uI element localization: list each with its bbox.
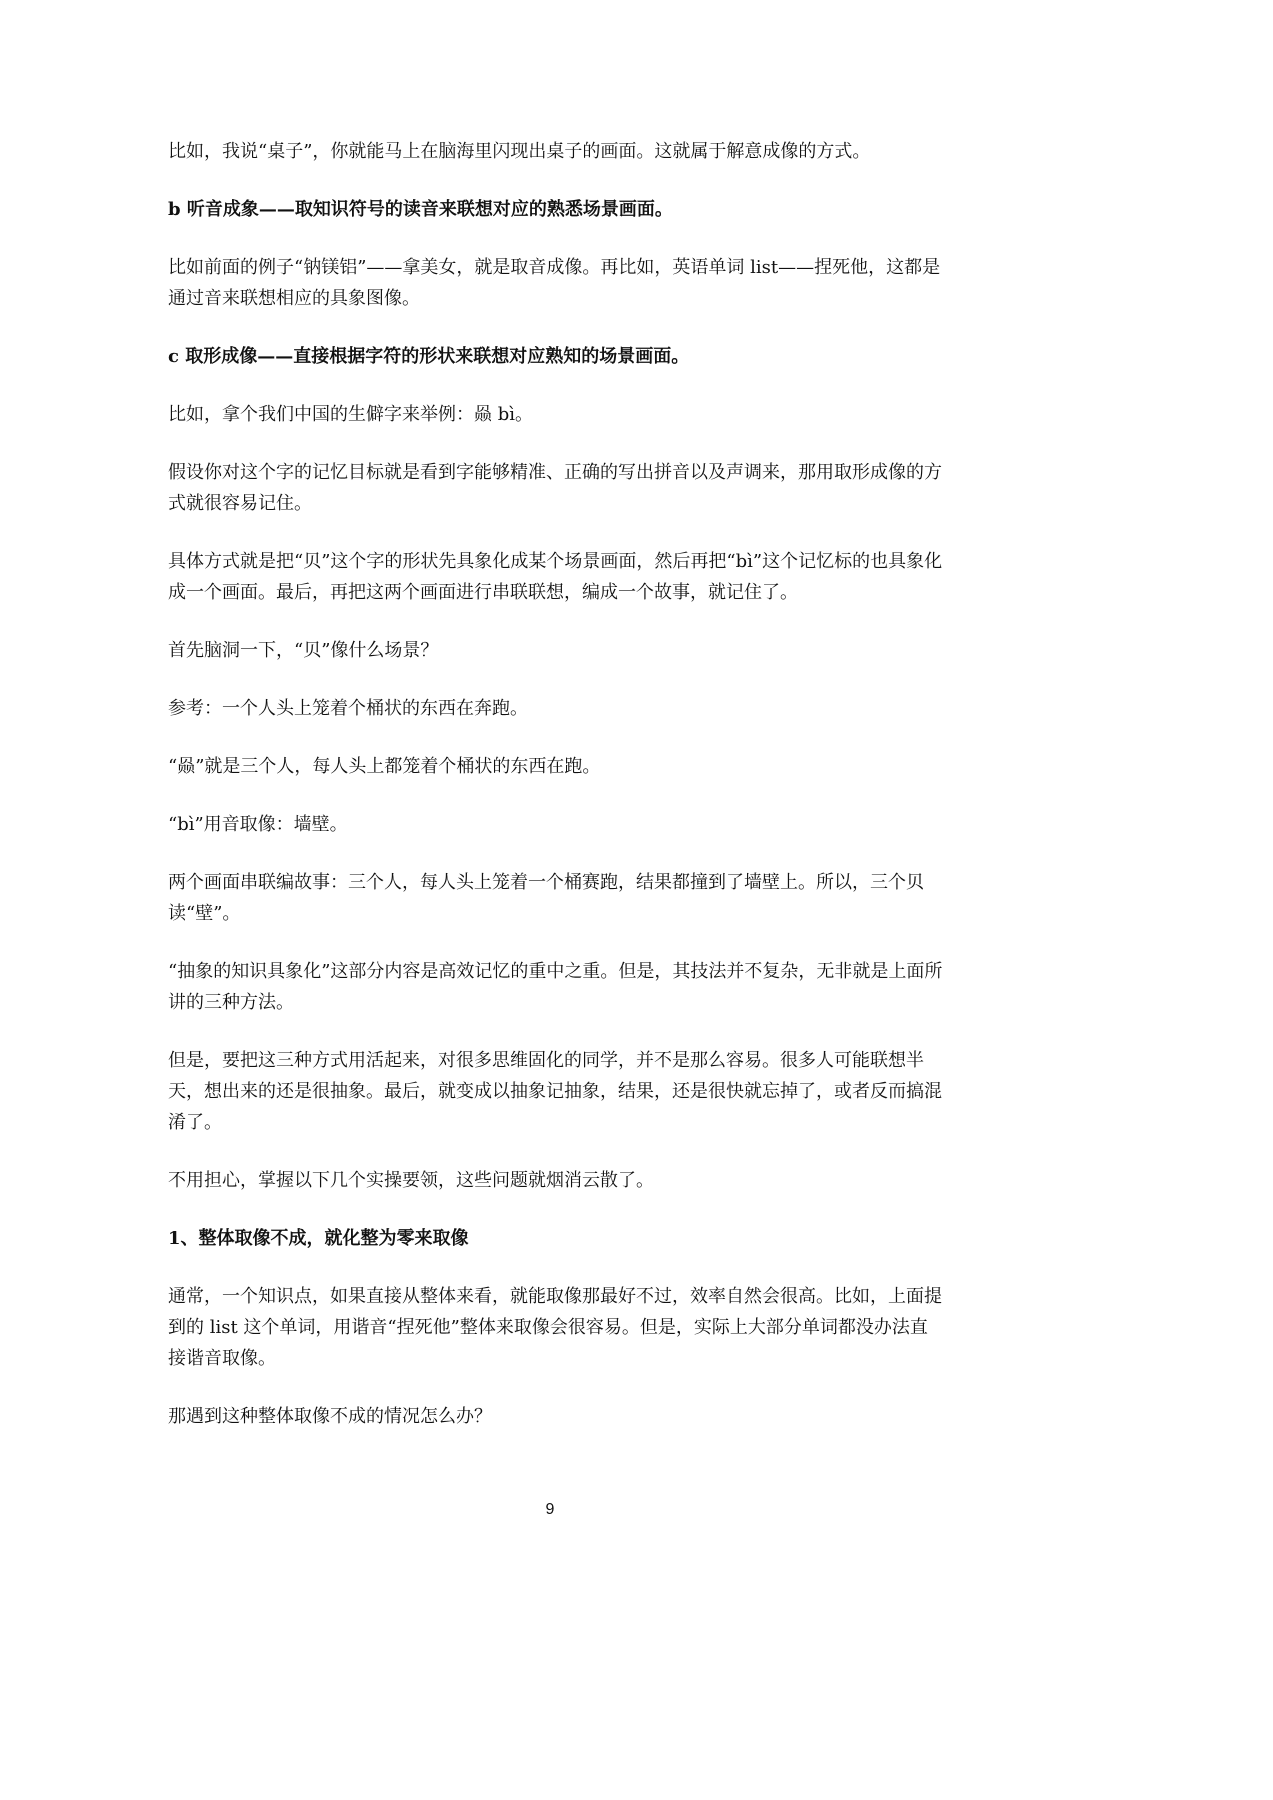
paragraph: 具体方式就是把“贝”这个字的形状先具象化成某个场景画面，然后再把“bì”这个记忆标的也具象化成一个画面。最后，再把这两个画面进行串联联想，编成一个故事，就记住了。 xyxy=(168,551,943,603)
paragraph: 但是，要把这三种方式用活起来，对很多思维固化的同学，并不是那么容易。很多人可能联想半天，想出来的还是很抽象。最后，就变成以抽象记抽象，结果，还是很快就忘掉了，或者反而搞混淆了。 xyxy=(168,1050,942,1133)
paragraph: 参考：一个人头上笼着个桶状的东西在奔跑。 xyxy=(168,698,528,719)
paragraph: 不用担心，掌握以下几个实操要领，这些问题就烟消云散了。 xyxy=(168,1170,654,1191)
paragraph: 比如前面的例子“钠镁铝”——拿美女，就是取音成像。再比如，英语单词 list——捏死他，这都是通过音来联想相应的具象图像。 xyxy=(168,257,941,309)
paragraph: “抽象的知识具象化”这部分内容是高效记忆的重中之重。但是，其技法并不复杂，无非就是上面所讲的三种方法。 xyxy=(168,961,943,1013)
paragraph: 比如，拿个我们中国的生僻字来举例：赑 bì。 xyxy=(168,404,533,425)
section-heading-1: 1、整体取像不成，就化整为零来取像 xyxy=(168,1228,469,1249)
paragraph: “bì”用音取像：墙壁。 xyxy=(168,814,348,835)
paragraph: 首先脑洞一下，“贝”像什么场景？ xyxy=(168,640,439,661)
page-number: 9 xyxy=(545,1501,555,1518)
paragraph: 比如，我说“桌子”，你就能马上在脑海里闪现出桌子的画面。这就属于解意成像的方式。 xyxy=(168,141,871,162)
paragraph: “赑”就是三个人，每人头上都笼着个桶状的东西在跑。 xyxy=(168,756,601,777)
paragraph: 那遇到这种整体取像不成的情况怎么办？ xyxy=(168,1406,492,1427)
paragraph: 两个画面串联编故事：三个人，每人头上笼着一个桶赛跑，结果都撞到了墙壁上。所以，三个贝读“壁”。 xyxy=(168,872,924,924)
section-heading-b: b 听音成象——取知识符号的读音来联想对应的熟悉场景画面。 xyxy=(168,199,673,220)
section-heading-c: c 取形成像——直接根据字符的形状来联想对应熟知的场景画面。 xyxy=(168,346,690,367)
paragraph: 通常，一个知识点，如果直接从整体来看，就能取像那最好不过，效率自然会很高。比如，上面提到的 list 这个单词，用谐音“捏死他”整体来取像会很容易。但是，实际上大部分单词都没办法直接谐音取像。 xyxy=(168,1286,942,1369)
page-body xyxy=(168,136,944,1432)
paragraph: 假设你对这个字的记忆目标就是看到字能够精准、正确的写出拼音以及声调来，那用取形成像的方式就很容易记住。 xyxy=(168,462,942,514)
